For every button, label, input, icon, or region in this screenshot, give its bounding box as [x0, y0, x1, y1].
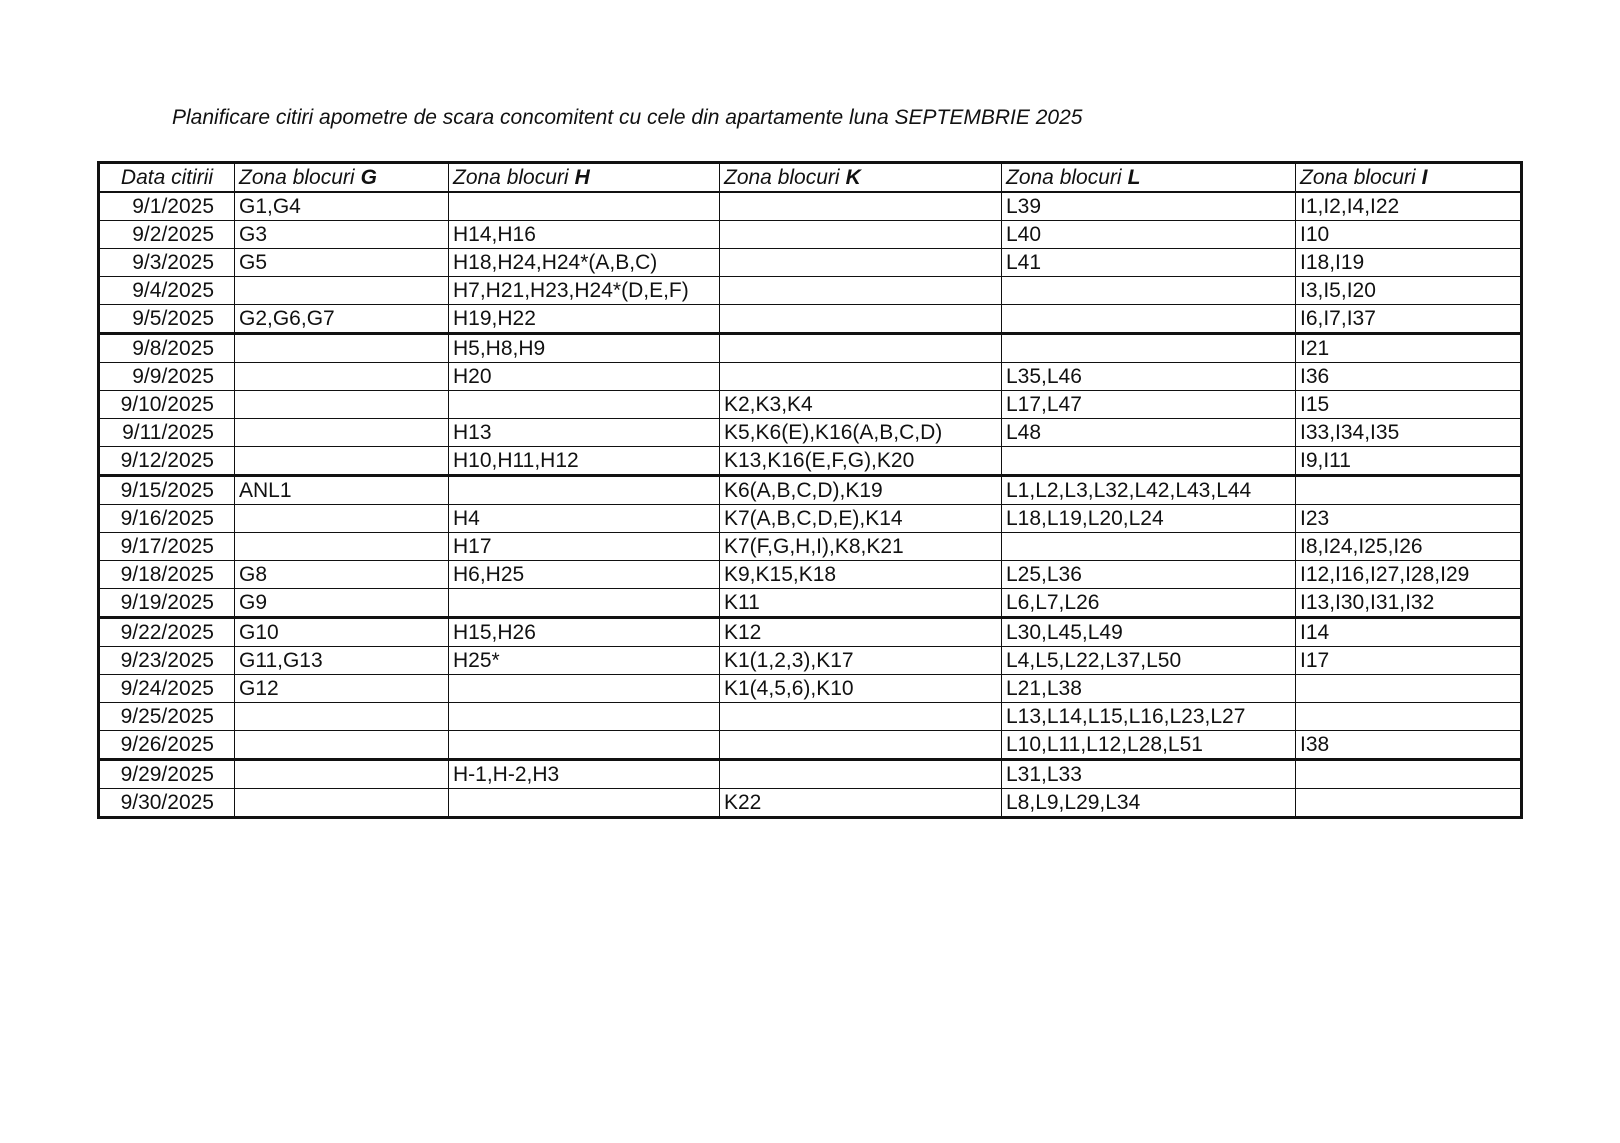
zone-k-cell: K22 — [720, 789, 1002, 818]
zone-g-cell — [235, 533, 449, 561]
zone-g-cell: G11,G13 — [235, 647, 449, 675]
zone-k-cell — [720, 703, 1002, 731]
zone-h-cell: H4 — [449, 505, 720, 533]
zone-l-cell: L39 — [1002, 192, 1296, 221]
zone-l-cell: L41 — [1002, 249, 1296, 277]
table-row — [99, 419, 1522, 447]
date-cell: 9/11/2025 — [99, 419, 235, 447]
zone-l-cell: L17,L47 — [1002, 391, 1296, 419]
zone-k-cell: K13,K16(E,F,G),K20 — [720, 447, 1002, 476]
table-row — [99, 789, 1522, 818]
zone-i-cell: I14 — [1296, 618, 1522, 647]
zone-i-cell: I21 — [1296, 334, 1522, 363]
date-cell: 9/4/2025 — [99, 277, 235, 305]
date-cell: 9/30/2025 — [99, 789, 235, 818]
table-row — [99, 476, 1522, 505]
zone-g-cell: G5 — [235, 249, 449, 277]
zone-i-cell — [1296, 476, 1522, 505]
table-row — [99, 363, 1522, 391]
zone-k-cell: K7(F,G,H,I),K8,K21 — [720, 533, 1002, 561]
zone-i-cell: I17 — [1296, 647, 1522, 675]
table-row — [99, 589, 1522, 618]
zone-l-cell: L6,L7,L26 — [1002, 589, 1296, 618]
zone-h-cell: H14,H16 — [449, 221, 720, 249]
table-row — [99, 731, 1522, 760]
zone-l-cell: L18,L19,L20,L24 — [1002, 505, 1296, 533]
zone-k-cell: K12 — [720, 618, 1002, 647]
table-row — [99, 192, 1522, 221]
date-cell: 9/2/2025 — [99, 221, 235, 249]
zone-k-cell: K2,K3,K4 — [720, 391, 1002, 419]
zone-l-cell: L25,L36 — [1002, 561, 1296, 589]
zone-k-cell — [720, 249, 1002, 277]
zone-g-cell — [235, 789, 449, 818]
zone-letter: L — [1127, 166, 1141, 189]
zone-k-cell — [720, 221, 1002, 249]
zone-h-cell: H15,H26 — [449, 618, 720, 647]
zone-h-cell — [449, 589, 720, 618]
table-row — [99, 334, 1522, 363]
zone-prefix-label: Zona blocuri — [1006, 166, 1122, 189]
zone-l-cell: L8,L9,L29,L34 — [1002, 789, 1296, 818]
zone-h-cell — [449, 476, 720, 505]
zone-k-cell: K9,K15,K18 — [720, 561, 1002, 589]
date-cell: 9/17/2025 — [99, 533, 235, 561]
zone-k-cell: K1(1,2,3),K17 — [720, 647, 1002, 675]
zone-h-cell — [449, 391, 720, 419]
zone-k-cell — [720, 731, 1002, 760]
zone-g-cell: G8 — [235, 561, 449, 589]
zone-h-cell — [449, 703, 720, 731]
zone-g-cell: G3 — [235, 221, 449, 249]
zone-prefix-label: Zona blocuri — [1300, 166, 1416, 189]
zone-i-cell: I3,I5,I20 — [1296, 277, 1522, 305]
zone-l-cell — [1002, 447, 1296, 476]
zone-h-cell: H6,H25 — [449, 561, 720, 589]
zone-l-cell — [1002, 305, 1296, 334]
zone-g-cell — [235, 505, 449, 533]
date-cell: 9/5/2025 — [99, 305, 235, 334]
zone-g-cell — [235, 447, 449, 476]
zone-i-cell: I1,I2,I4,I22 — [1296, 192, 1522, 221]
zone-k-cell — [720, 363, 1002, 391]
zone-i-cell — [1296, 760, 1522, 789]
zone-g-cell: G1,G4 — [235, 192, 449, 221]
table-row — [99, 618, 1522, 647]
zone-i-cell: I23 — [1296, 505, 1522, 533]
zone-i-cell: I38 — [1296, 731, 1522, 760]
zone-letter: K — [845, 166, 861, 189]
zone-i-cell — [1296, 675, 1522, 703]
date-cell: 9/23/2025 — [99, 647, 235, 675]
zone-l-cell: L21,L38 — [1002, 675, 1296, 703]
zone-h-cell: H7,H21,H23,H24*(D,E,F) — [449, 277, 720, 305]
zone-l-cell: L4,L5,L22,L37,L50 — [1002, 647, 1296, 675]
date-cell: 9/8/2025 — [99, 334, 235, 363]
zone-g-cell: ANL1 — [235, 476, 449, 505]
zone-letter: G — [360, 166, 377, 189]
zone-g-cell: G9 — [235, 589, 449, 618]
date-cell: 9/16/2025 — [99, 505, 235, 533]
date-cell: 9/24/2025 — [99, 675, 235, 703]
zone-k-cell — [720, 192, 1002, 221]
zone-g-cell — [235, 703, 449, 731]
zone-l-cell — [1002, 334, 1296, 363]
date-cell: 9/1/2025 — [99, 192, 235, 221]
page-title: Planificare citiri apometre de scara concomitent cu cele din apartamente luna SEPTEMBRIE 2025 — [172, 106, 1083, 129]
zone-h-cell: H25* — [449, 647, 720, 675]
date-cell: 9/25/2025 — [99, 703, 235, 731]
zone-k-cell — [720, 334, 1002, 363]
zone-l-cell — [1002, 533, 1296, 561]
zone-h-cell: H10,H11,H12 — [449, 447, 720, 476]
zone-h-cell — [449, 675, 720, 703]
zone-g-cell: G12 — [235, 675, 449, 703]
zone-i-cell: I12,I16,I27,I28,I29 — [1296, 561, 1522, 589]
table-row — [99, 249, 1522, 277]
table-row — [99, 391, 1522, 419]
zone-i-cell: I13,I30,I31,I32 — [1296, 589, 1522, 618]
table-row — [99, 533, 1522, 561]
date-cell: 9/19/2025 — [99, 589, 235, 618]
zone-g-cell — [235, 277, 449, 305]
zone-l-column-header — [1002, 163, 1296, 193]
zone-g-column-header — [235, 163, 449, 193]
zone-h-column-header — [449, 163, 720, 193]
reading-schedule-table — [97, 161, 1523, 819]
zone-l-cell — [1002, 277, 1296, 305]
zone-g-cell: G2,G6,G7 — [235, 305, 449, 334]
table-row — [99, 760, 1522, 789]
date-cell: 9/12/2025 — [99, 447, 235, 476]
zone-g-cell — [235, 731, 449, 760]
zone-k-cell: K5,K6(E),K16(A,B,C,D) — [720, 419, 1002, 447]
date-cell: 9/29/2025 — [99, 760, 235, 789]
zone-l-cell: L10,L11,L12,L28,L51 — [1002, 731, 1296, 760]
zone-k-cell: K1(4,5,6),K10 — [720, 675, 1002, 703]
zone-i-cell: I18,I19 — [1296, 249, 1522, 277]
date-cell: 9/15/2025 — [99, 476, 235, 505]
zone-k-cell: K11 — [720, 589, 1002, 618]
date-cell: 9/22/2025 — [99, 618, 235, 647]
zone-h-cell — [449, 731, 720, 760]
zone-h-cell: H18,H24,H24*(A,B,C) — [449, 249, 720, 277]
zone-k-cell — [720, 305, 1002, 334]
zone-h-cell — [449, 192, 720, 221]
table-row — [99, 675, 1522, 703]
zone-i-cell: I10 — [1296, 221, 1522, 249]
zone-k-cell: K7(A,B,C,D,E),K14 — [720, 505, 1002, 533]
table-row — [99, 277, 1522, 305]
date-column-header: Data citirii — [99, 163, 235, 193]
zone-g-cell — [235, 760, 449, 789]
zone-h-cell: H5,H8,H9 — [449, 334, 720, 363]
zone-h-cell: H-1,H-2,H3 — [449, 760, 720, 789]
zone-g-cell: G10 — [235, 618, 449, 647]
zone-prefix-label: Zona blocuri — [453, 166, 569, 189]
zone-l-cell: L13,L14,L15,L16,L23,L27 — [1002, 703, 1296, 731]
zone-k-cell — [720, 277, 1002, 305]
table-row — [99, 305, 1522, 334]
zone-i-cell: I33,I34,I35 — [1296, 419, 1522, 447]
date-cell: 9/26/2025 — [99, 731, 235, 760]
zone-k-cell — [720, 760, 1002, 789]
zone-l-cell: L40 — [1002, 221, 1296, 249]
zone-g-cell — [235, 391, 449, 419]
table-body — [99, 192, 1522, 818]
zone-l-cell: L35,L46 — [1002, 363, 1296, 391]
zone-l-cell: L30,L45,L49 — [1002, 618, 1296, 647]
zone-prefix-label: Zona blocuri — [724, 166, 840, 189]
zone-i-cell — [1296, 789, 1522, 818]
zone-prefix-label: Zona blocuri — [239, 166, 355, 189]
table-row — [99, 647, 1522, 675]
zone-i-cell — [1296, 703, 1522, 731]
date-cell: 9/9/2025 — [99, 363, 235, 391]
table-row — [99, 221, 1522, 249]
zone-g-cell — [235, 419, 449, 447]
date-cell: 9/18/2025 — [99, 561, 235, 589]
zone-k-column-header — [720, 163, 1002, 193]
zone-letter: H — [574, 166, 590, 189]
zone-i-cell: I9,I11 — [1296, 447, 1522, 476]
zone-g-cell — [235, 334, 449, 363]
zone-h-cell: H19,H22 — [449, 305, 720, 334]
zone-g-cell — [235, 363, 449, 391]
table-row — [99, 561, 1522, 589]
zone-i-cell: I36 — [1296, 363, 1522, 391]
zone-k-cell: K6(A,B,C,D),K19 — [720, 476, 1002, 505]
zone-l-cell: L48 — [1002, 419, 1296, 447]
table-row — [99, 703, 1522, 731]
zone-i-cell: I8,I24,I25,I26 — [1296, 533, 1522, 561]
zone-h-cell: H20 — [449, 363, 720, 391]
table-header-row — [99, 163, 1522, 193]
zone-h-cell: H13 — [449, 419, 720, 447]
zone-letter: I — [1421, 166, 1428, 189]
zone-i-cell: I15 — [1296, 391, 1522, 419]
date-cell: 9/3/2025 — [99, 249, 235, 277]
zone-h-cell: H17 — [449, 533, 720, 561]
date-cell: 9/10/2025 — [99, 391, 235, 419]
table-row — [99, 447, 1522, 476]
zone-l-cell: L1,L2,L3,L32,L42,L43,L44 — [1002, 476, 1296, 505]
zone-i-column-header — [1296, 163, 1522, 193]
zone-h-cell — [449, 789, 720, 818]
table-row — [99, 505, 1522, 533]
zone-l-cell: L31,L33 — [1002, 760, 1296, 789]
zone-i-cell: I6,I7,I37 — [1296, 305, 1522, 334]
